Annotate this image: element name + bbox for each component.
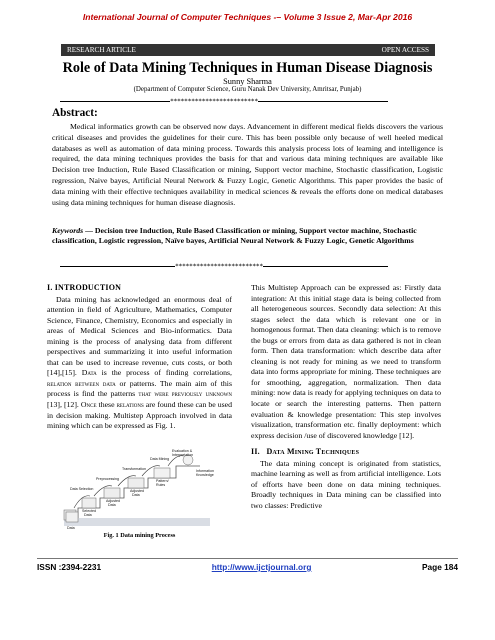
separator-dash-left (60, 101, 170, 102)
section-heading-techniques (251, 447, 441, 458)
label-interpretation: Interpretation (172, 453, 194, 457)
paper-title: Role of Data Mining Techniques in Human Disease Diagnosis (62, 60, 433, 76)
label-rules: Rules (156, 483, 166, 487)
separator-dash-left (60, 266, 175, 267)
footer-rule (37, 558, 458, 559)
section-title: Data Mining Techniques (266, 447, 360, 457)
section-heading-introduction: I. INTRODUCTION (47, 283, 122, 292)
intro-text: Once (80, 400, 97, 410)
article-type-bar (61, 44, 435, 56)
intro-text: relation between data (47, 378, 116, 388)
data-mining-process-figure (60, 448, 220, 530)
label-adjusted-data: Adjusted (106, 499, 120, 503)
separator-top (60, 96, 434, 106)
label-selected-data: Selected (82, 509, 96, 513)
keywords-text: Decision tree Induction, Rule Based Classification or mining, Support vector machine, Stochastic classification, Logistic regression, Naïve bayes, Artificial Neural Network & Fuzzy Logic, Genetic Algorithms (52, 226, 417, 246)
intro-text: Data mining has acknowledged an enormous deal of attention in field of Agriculture, Mathematics, Computer Science, Finance, Chemistry, Economics and especially in areas of Medical Sciences and Bio-informatics. Data mining is the process of analysing data from different perspectives and summarizing it into useful information that can be used to increase revenue, cuts costs, or both [14],[15]. (47, 294, 232, 378)
keywords-dash: — (83, 226, 95, 235)
left-column (47, 283, 232, 432)
label-data-selection: Data Selection (70, 487, 94, 491)
label-information: Information (196, 469, 214, 473)
intro-text: that were previously unknown (138, 389, 232, 399)
database-icon (64, 510, 78, 522)
keywords-label: Keywords (52, 226, 84, 235)
author-name: Sunny Sharma (223, 77, 272, 86)
separator-dash-right (258, 101, 388, 102)
issn: ISSN :2394-2231 (37, 562, 102, 572)
abstract-text: Medical informatics growth can be observed now days. Advancement in different medical fields discovers the various critical diseases and provides the guidelines for their cure. This has been possible only because of well heeled medical databases as well as automation of data mining process. Towards this analysis process lots of learning and intelligence is required, the data mining techniques provides the basis for that and various data mining techniques are available like Decision tree Induction, Rule Based Classification or mining, Support vector machine, Stochastic classification, Logistic regression, Naive bayes, Artificial Neural Network & Fuzzy Logic, Genetic Algorithms. This paper provides the basic of data mining with their effective techniques availability in medical sciences & reveals the efforts done on medical databases using data mining techniques for human disease diagnosis. (52, 122, 443, 207)
label-knowledge: Knowledge (196, 473, 214, 477)
label-preprocessing: Preprocessing (96, 477, 119, 481)
selected-data-icon (82, 498, 96, 508)
intro-text: relations (116, 400, 144, 410)
label-selected-data: Data (84, 513, 92, 517)
intro-text: or patterns. The main aim of this process is find the patterns (47, 378, 233, 399)
pattern-icon (154, 468, 170, 478)
separator-bottom (60, 261, 434, 271)
right-column (251, 283, 441, 511)
multistep-paragraph: This Multistep Approach can be expressed as: Firstly data integration: At this initial stage data is being collected from all heterogeneous sources. Secondly data selection: At this stages select the data which is relevant one or in homogenous format. Then data cleaning: which is to remove the bugs or errors from data as data gathered is not in clean form. Then data transformation: which describe data after cleaning is not ready for mining as we need to transform data into forms appropriate for mining. These techniques are for smoothing, aggregation, normalization. Then data mining: now data is ready for applying techniques on data to locate or search the interesting patterns. Then pattern evaluation & knowledge presentation: This step involves visualization, transformation etc. finally deployment: which express decision /use of discovered knowledge [12]. (251, 283, 441, 440)
open-access-label: OPEN ACCESS (381, 46, 429, 54)
abstract-heading: Abstract: (52, 107, 98, 119)
intro-text: Data (81, 368, 97, 378)
research-article-label: RESEARCH ARTICLE (67, 46, 136, 54)
label-pattern: Pattern/ (156, 479, 169, 483)
page-footer (37, 562, 458, 572)
keywords (52, 226, 443, 247)
intro-text: are found these can be used in decision making. Multistep Approach involved in data mining which can be expressed as Fig. 1. (47, 400, 233, 431)
label-data-mining: Data Mining (150, 457, 170, 461)
label-adjusted-data: Data (108, 503, 116, 507)
label-transformation: Transformation (122, 467, 147, 471)
separator-dash-right (263, 266, 388, 267)
journal-url-link[interactable]: http://www.ijctjournal.org (211, 562, 312, 572)
page-number: Page 184 (422, 562, 458, 572)
intro-text: these (96, 400, 117, 410)
figure-caption: Fig. 1 Data mining Process (103, 532, 176, 539)
separator-stars: ************************* (175, 262, 263, 271)
author-affiliation: (Department of Computer Science, Guru Nanak Dev University, Amritsar, Punjab) (133, 86, 362, 93)
section-number: II. (251, 447, 260, 457)
introduction-paragraph (47, 295, 232, 432)
journal-header: International Journal of Computer Techniques -– Volume 3 Issue 2, Mar-Apr 2016 (82, 12, 413, 22)
intro-text: is the process of finding correlations, (96, 368, 233, 378)
intro-text: [13], [12]. (47, 400, 81, 410)
separator-stars: ************************* (170, 97, 258, 106)
techniques-paragraph: The data mining concept is originated from statistics, machine learning as well as from artificial intelligence. Lots of efforts have been done on data mining techniques. Broadly techniques in Data mining can be classified into two classes: Predictive (251, 458, 441, 510)
label-adjusted-data: Data (132, 493, 140, 497)
label-adjusted-data: Adjusted (130, 489, 144, 493)
figure-base (64, 518, 210, 526)
label-data: Data (67, 526, 75, 530)
label-evaluation: Evaluation & (172, 449, 193, 453)
